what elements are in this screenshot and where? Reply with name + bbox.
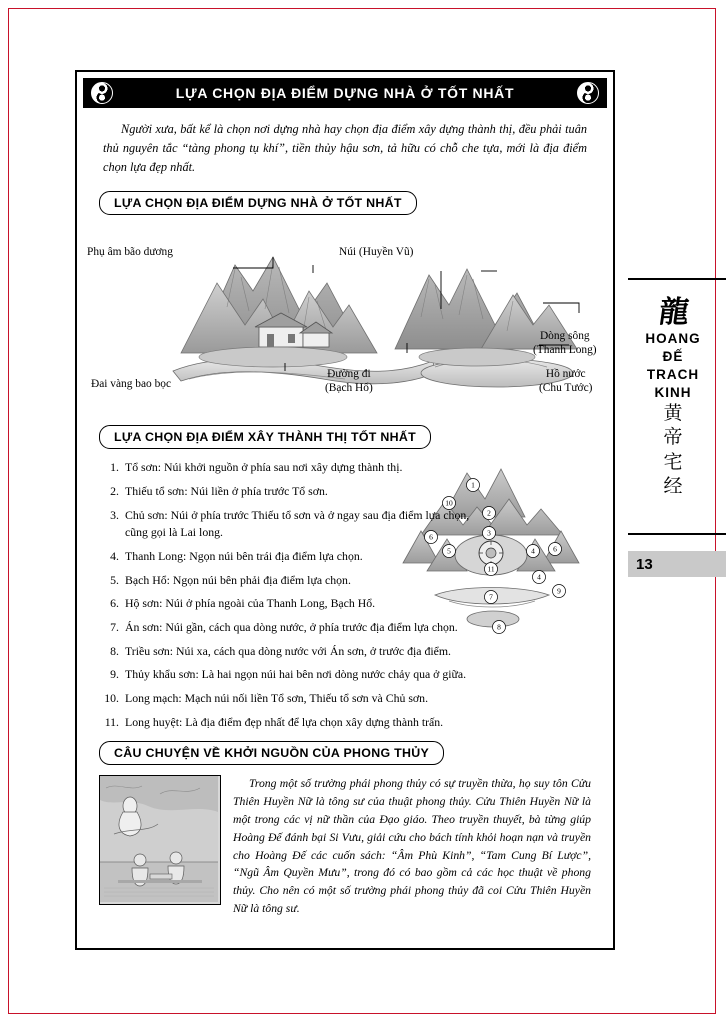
rail-title-line-4: KINH bbox=[654, 385, 692, 400]
svg-text:10: 10 bbox=[445, 498, 453, 508]
section-3-heading: CÂU CHUYỆN VỀ KHỞI NGUỒN CỦA PHONG THỦY bbox=[99, 741, 444, 765]
list-item-number: 9. bbox=[110, 667, 119, 682]
section-1-heading: LỰA CHỌN ĐỊA ĐIỂM DỰNG NHÀ Ở TỐT NHẤT bbox=[99, 191, 417, 215]
list-item-text: Thủy khẩu sơn: Là hai ngọn núi hai bên nơi dòng nước chảy qua ở giữa. bbox=[125, 667, 467, 682]
rail-divider-top bbox=[628, 278, 726, 280]
dragon-logo-icon: 龍 bbox=[656, 295, 690, 330]
label-dong-song-line2: (Thanh Long) bbox=[533, 344, 597, 357]
rail-title-line-1: HOANG bbox=[645, 331, 701, 346]
section-1-heading-wrap bbox=[99, 191, 613, 215]
title-banner bbox=[83, 78, 607, 108]
list-item-number: 10. bbox=[104, 691, 119, 706]
rail-cn-1: 黄 bbox=[663, 402, 683, 424]
list-item-text: Chủ sơn: Núi ở phía trước Thiếu tổ sơn và ở ngay sau địa điểm lựa chọn, cũng gọi là Lai long. bbox=[125, 507, 470, 540]
story-section bbox=[99, 741, 591, 917]
list-item-text: Bạch Hổ: Ngọn núi bên phải địa điểm lựa chọn. bbox=[125, 572, 351, 587]
yin-yang-icon-left bbox=[91, 82, 113, 104]
page-number: 13 bbox=[628, 551, 726, 577]
section-2-heading-wrap bbox=[99, 425, 613, 449]
list-item-number: 4. bbox=[110, 548, 119, 563]
svg-text:6: 6 bbox=[429, 532, 433, 542]
list-item-text: Thanh Long: Ngọn núi bên trái địa điểm lựa chọn. bbox=[125, 548, 363, 563]
list-item bbox=[99, 572, 480, 590]
svg-text:8: 8 bbox=[497, 622, 501, 632]
label-duong-di-line2: (Bạch Hổ) bbox=[325, 382, 373, 395]
rail-divider-bottom bbox=[628, 533, 726, 535]
svg-text:11: 11 bbox=[487, 564, 495, 574]
story-paragraph: Trong một số trường phái phong thủy có sự truyền thừa, họ suy tôn Cửu Thiên Huyền Nữ là tông sư của thuật phong thủy. Cửu Thiên Huyền Nữ là một trong các vị nữ thần của Đạo giáo. Theo truyền thuyết, bà từng giúp Hoàng Đế đánh bại Si Vưu, giải cứu cho bách tính khỏi hoạn nạn và truyền cho Hoàng Đế các cuốn sách: “Âm Phù Kinh”, “Tam Cung Bí Lược”, “Ngũ Âm Quyền Mưu”, trong đó có bao gồm cả các học thuật về phong thủy. Cho nên có một số trường phái phong thủy đã coi Cửu Thiên Huyền Nữ là tông sư. bbox=[233, 777, 591, 915]
label-duong-di bbox=[325, 367, 373, 396]
svg-text:7: 7 bbox=[489, 592, 493, 602]
story-illustration-art bbox=[100, 776, 218, 902]
list-item-number: 1. bbox=[110, 460, 119, 475]
list-item bbox=[99, 643, 480, 661]
figure-landscape bbox=[77, 221, 613, 411]
list-section bbox=[99, 459, 591, 731]
list-item bbox=[99, 666, 480, 684]
list-item-text: Án sơn: Núi gần, cách qua dòng nước, ở phía trước địa điểm lựa chọn. bbox=[125, 619, 458, 634]
svg-text:1: 1 bbox=[471, 480, 475, 490]
list-item-text: Tổ sơn: Núi khởi nguồn ở phía sau nơi xây dựng thành thị. bbox=[125, 460, 403, 475]
label-ho-nuoc-line1: Hồ nước bbox=[545, 368, 586, 381]
rail-cn-3: 宅 bbox=[663, 450, 683, 473]
right-rail bbox=[628, 290, 718, 498]
list-item-number: 11. bbox=[104, 714, 119, 729]
rail-cn-4: 经 bbox=[663, 475, 683, 498]
label-duong-di-line1: Đường đi bbox=[327, 368, 371, 381]
label-ho-nuoc-line2: (Chu Tước) bbox=[539, 382, 593, 395]
label-ho-nuoc bbox=[539, 367, 592, 396]
content-box bbox=[75, 70, 615, 950]
svg-text:4: 4 bbox=[531, 546, 535, 556]
list-item-number: 2. bbox=[110, 483, 119, 498]
svg-text:5: 5 bbox=[447, 546, 451, 556]
section-2-heading: LỰA CHỌN ĐỊA ĐIỂM XÂY THÀNH THỊ TỐT NHẤT bbox=[99, 425, 431, 449]
list-item-number: 3. bbox=[110, 507, 119, 522]
label-dong-song bbox=[533, 329, 597, 358]
list-item-text: Long huyệt: Là địa điểm đẹp nhất để lựa chọn xây dựng thành trấn. bbox=[125, 714, 444, 729]
label-phu-am-bao-duong: Phụ âm bão dương bbox=[87, 246, 173, 259]
rail-title-line-3: TRACH bbox=[646, 367, 700, 382]
list-item-text: Hộ sơn: Núi ở phía ngoài của Thanh Long, Bạch Hổ. bbox=[125, 596, 376, 611]
list-item-number: 5. bbox=[110, 572, 119, 587]
list-item bbox=[99, 507, 480, 542]
label-nui-huyen-vu: Núi (Huyền Vũ) bbox=[339, 246, 414, 259]
label-dong-song-line1: Dòng sông bbox=[539, 330, 590, 343]
yin-yang-icon-right bbox=[577, 82, 599, 104]
svg-text:4: 4 bbox=[537, 572, 541, 582]
list-item bbox=[99, 480, 480, 501]
list-item-number: 6. bbox=[110, 596, 119, 611]
rail-title-line-2: ĐẾ bbox=[662, 349, 684, 364]
page-title: LỰA CHỌN ĐỊA ĐIỂM DỰNG NHÀ Ở TỐT NHẤT bbox=[175, 85, 515, 101]
svg-text:3: 3 bbox=[487, 528, 491, 538]
story-illustration bbox=[99, 775, 221, 905]
intro-paragraph: Người xưa, bất kể là chọn nơi dựng nhà hay chọn địa điểm xây dựng thành thị, đều phải tuân thủ nguyên tắc “tàng phong tụ khí”, tiền thủy hậu sơn, tả hữu có chỗ che tựa, mới là địa điểm chọn lựa đẹp nhất. bbox=[103, 122, 587, 175]
list-item-text: Long mạch: Mạch núi nối liền Tổ sơn, Thiếu tổ sơn và Chủ sơn. bbox=[125, 691, 429, 706]
story-body bbox=[99, 775, 591, 917]
list-item-text: Triều sơn: Núi xa, cách qua dòng nước với Án sơn, ở trước địa điểm. bbox=[125, 643, 451, 658]
list-item bbox=[99, 714, 480, 732]
list-item-number: 8. bbox=[110, 643, 119, 658]
list-item-number: 7. bbox=[110, 619, 119, 634]
list-item bbox=[99, 619, 480, 637]
list-item bbox=[99, 690, 480, 708]
label-dai-vang-bao-boc: Đai vàng bao bọc bbox=[91, 378, 172, 391]
svg-text:6: 6 bbox=[553, 544, 557, 554]
list-item bbox=[99, 595, 480, 613]
svg-text:9: 9 bbox=[557, 586, 561, 596]
list-item bbox=[99, 459, 480, 477]
rail-cn-2: 帝 bbox=[663, 426, 683, 449]
svg-text:2: 2 bbox=[487, 508, 491, 518]
list-item bbox=[99, 548, 480, 566]
list-item-text: Thiếu tổ sơn: Núi liền ở phía trước Tổ sơn. bbox=[125, 483, 328, 498]
